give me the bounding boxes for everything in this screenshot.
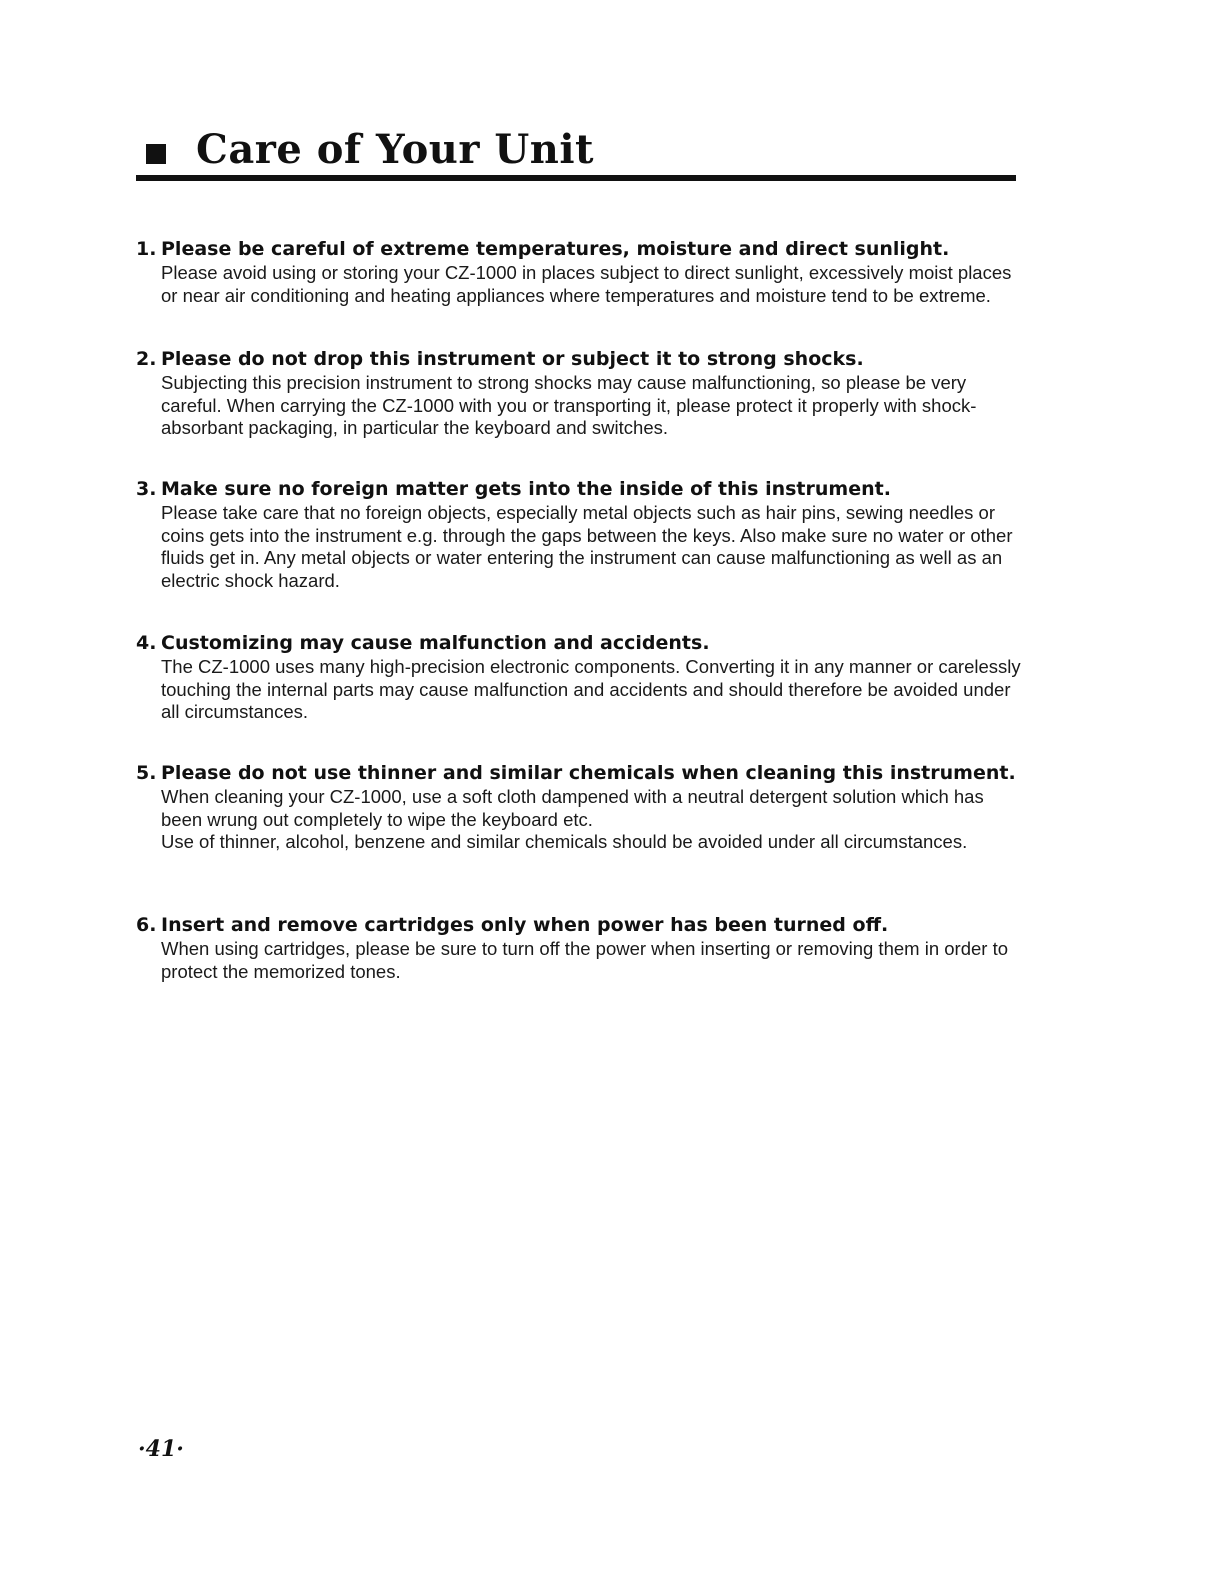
item-heading: [136, 346, 1026, 372]
page-header: [136, 120, 1016, 178]
item-number: 4.: [136, 632, 157, 654]
item-heading-text: Please be careful of extreme temperatures, moisture and direct sunlight.: [161, 238, 950, 260]
item-paragraph: Subjecting this precision instrument to strong shocks may cause malfunctioning, so please be very careful. When carrying the CZ-1000 with you or transporting it, please protect it properly with shock-absorbant packaging, in particular the keyboard and switches.: [161, 372, 977, 438]
list-item: [136, 912, 1026, 983]
list-item: [136, 346, 1026, 440]
item-number: 1.: [136, 238, 157, 260]
item-number: 2.: [136, 348, 157, 370]
item-number: 3.: [136, 478, 157, 500]
item-paragraph: When using cartridges, please be sure to turn off the power when inserting or removing them in order to protect the memorized tones.: [161, 938, 1008, 982]
item-paragraph: Please avoid using or storing your CZ-1000 in places subject to direct sunlight, excessively moist places or near air conditioning and heating appliances where temperatures and moisture tend to be extreme.: [161, 262, 1012, 306]
item-paragraph: Use of thinner, alcohol, benzene and similar chemicals should be avoided under all circumstances.: [161, 831, 968, 852]
item-heading-text: Please do not use thinner and similar chemicals when cleaning this instrument.: [161, 762, 1016, 784]
item-body: [161, 262, 1021, 307]
item-paragraph: When cleaning your CZ-1000, use a soft cloth dampened with a neutral detergent solution which has been wrung out completely to wipe the keyboard etc.: [161, 786, 984, 830]
item-heading: [136, 912, 1026, 938]
title-row: [136, 120, 1016, 178]
item-heading-text: Customizing may cause malfunction and accidents.: [161, 632, 710, 654]
item-body: [161, 502, 1021, 592]
page-number: ·41·: [138, 1436, 184, 1462]
item-body: [161, 372, 1021, 440]
item-body: [161, 938, 1021, 983]
item-heading: [136, 236, 1026, 262]
item-heading-text: Insert and remove cartridges only when power has been turned off.: [161, 914, 889, 936]
item-paragraph: The CZ-1000 uses many high-precision electronic components. Converting it in any manner or carelessly touching the internal parts may cause malfunction and accidents and should therefore be avoided under all circumstances.: [161, 656, 1021, 722]
item-number: 5.: [136, 762, 157, 784]
square-bullet-icon: [146, 144, 166, 164]
list-item: [136, 236, 1026, 307]
page-title: Care of Your Unit: [196, 125, 594, 173]
item-heading: [136, 630, 1026, 656]
list-item: [136, 476, 1026, 592]
item-body: [161, 786, 1021, 854]
list-item: [136, 630, 1026, 724]
item-number: 6.: [136, 914, 157, 936]
item-heading: [136, 760, 1026, 786]
item-body: [161, 656, 1021, 724]
list-item: [136, 760, 1026, 854]
item-paragraph: Please take care that no foreign objects, especially metal objects such as hair pins, sewing needles or coins gets into the instrument e.g. through the gaps between the keys. Also make sure no water or other fluids get in. Any metal objects or water entering the instrument can cause malfunctioning as well as an electric shock hazard.: [161, 502, 1013, 591]
item-heading-text: Please do not drop this instrument or subject it to strong shocks.: [161, 348, 864, 370]
title-divider: [136, 175, 1016, 181]
item-heading: [136, 476, 1026, 502]
item-heading-text: Make sure no foreign matter gets into the inside of this instrument.: [161, 478, 891, 500]
